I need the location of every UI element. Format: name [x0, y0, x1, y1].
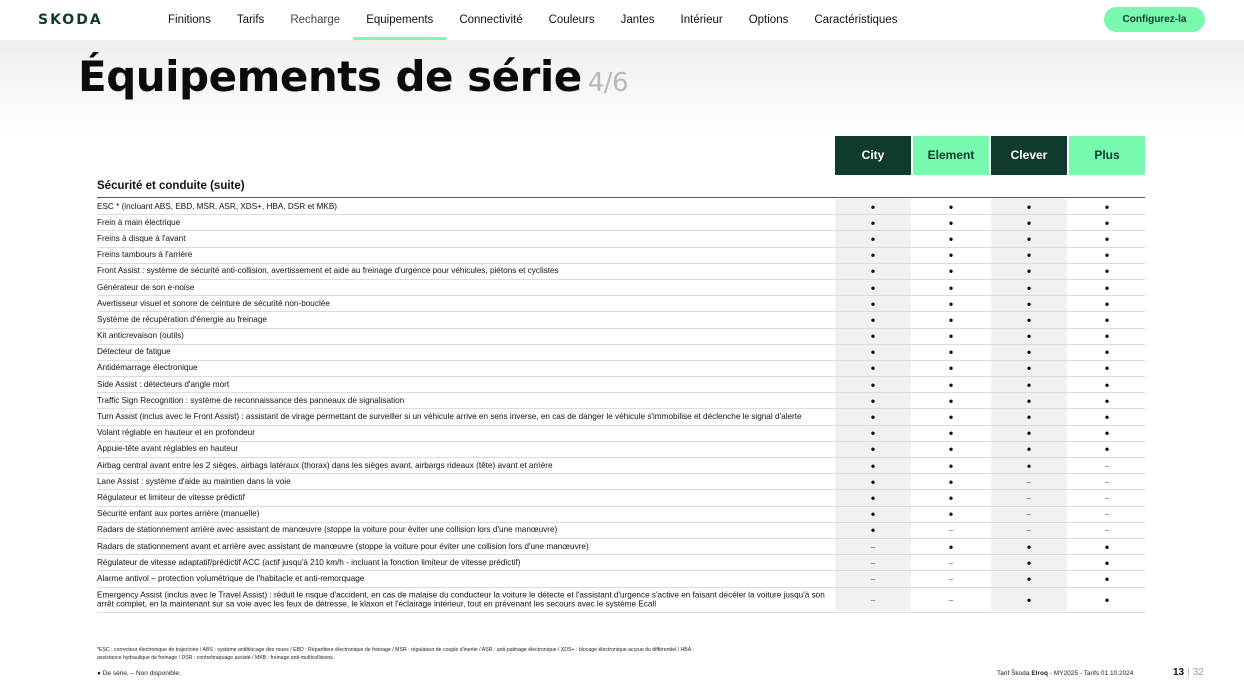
standard-dot: ●	[870, 444, 876, 454]
standard-dot: ●	[948, 461, 954, 471]
standard-dot: ●	[1104, 234, 1110, 244]
configure-button[interactable]: Configurez-la	[1104, 7, 1205, 32]
footer-reference	[997, 670, 1133, 677]
standard-dot: ●	[870, 509, 876, 519]
table-row	[97, 539, 1145, 555]
standard-dot: ●	[1026, 250, 1032, 260]
page-title-text: Équipements de série	[78, 52, 582, 101]
row-label: Antidémarrage électronique	[97, 363, 198, 373]
table-row	[97, 296, 1145, 312]
standard-dot: ●	[1026, 428, 1032, 438]
standard-dot: ●	[870, 347, 876, 357]
standard-dot: ●	[1026, 595, 1032, 604]
nav-item-connectivite[interactable]: Connectivité	[459, 14, 523, 26]
row-label: Kit anticrevaison (outils)	[97, 331, 184, 341]
row-label: Système de récupération d'énergie au freinage	[97, 315, 267, 325]
unavailable-dash: –	[1026, 509, 1032, 519]
footnote: *ESC : correcteur électronique de trajectoire / ABS : système antiblocage des roues / EBD : Répartiteur électronique de freinage / MSR : régulateur de couple d'inertie / ASR : anti-patinage électronique / XDS+ : blocage électronique accrue du différentiel / HBA : assistance hydraulique de freinage / DSR : contrebraquage assisté / MKB : freinage anti-multicollisions.	[97, 647, 694, 661]
table-row	[97, 409, 1145, 425]
table-row	[97, 393, 1145, 409]
row-label: Appuie-tête avant réglables en hauteur	[97, 444, 239, 454]
standard-dot: ●	[948, 218, 954, 228]
standard-dot: ●	[948, 396, 954, 406]
row-label: Side Assist : détecteurs d'angle mort	[97, 379, 230, 389]
standard-dot: ●	[948, 202, 954, 212]
table-row	[97, 361, 1145, 377]
standard-dot: ●	[1104, 428, 1110, 438]
page-number	[1173, 667, 1204, 678]
standard-dot: ●	[870, 283, 876, 293]
nav-item-recharge[interactable]: Recharge	[290, 14, 341, 26]
table-row	[97, 555, 1145, 571]
table-row	[97, 490, 1145, 506]
standard-dot: ●	[948, 493, 954, 503]
unavailable-dash: –	[1104, 525, 1110, 535]
footer-suffix: - MY2025 - Tarifs 01.10.2024	[1047, 670, 1134, 677]
standard-dot: ●	[870, 299, 876, 309]
standard-dot: ●	[870, 461, 876, 471]
table-row	[97, 231, 1145, 247]
standard-dot: ●	[1026, 218, 1032, 228]
table-row	[97, 377, 1145, 393]
standard-dot: ●	[1104, 444, 1110, 454]
standard-dot: ●	[948, 283, 954, 293]
unavailable-dash: –	[1104, 461, 1110, 471]
unavailable-dash: –	[1026, 525, 1032, 535]
standard-dot: ●	[870, 315, 876, 325]
standard-dot: ●	[1026, 574, 1032, 584]
row-label: Générateur de son e-noise	[97, 282, 195, 292]
standard-dot: ●	[1104, 315, 1110, 325]
row-label: Avertisseur visuel et sonore de ceinture de sécurité non-bouclée	[97, 298, 330, 308]
standard-dot: ●	[870, 525, 876, 535]
page-total: 32	[1192, 667, 1204, 678]
column-header-plus: Plus	[1069, 136, 1145, 175]
unavailable-dash: –	[870, 542, 876, 552]
standard-dot: ●	[948, 428, 954, 438]
table-row	[97, 280, 1145, 296]
standard-dot: ●	[870, 396, 876, 406]
standard-dot: ●	[1104, 542, 1110, 552]
table-row	[97, 588, 1145, 613]
table-row	[97, 345, 1145, 361]
standard-dot: ●	[1104, 283, 1110, 293]
row-label: Régulateur et limiteur de vitesse prédictif	[97, 493, 245, 503]
standard-dot: ●	[948, 266, 954, 276]
standard-dot: ●	[1104, 574, 1110, 584]
standard-dot: ●	[948, 380, 954, 390]
standard-dot: ●	[1104, 250, 1110, 260]
row-label: Alarme antivol – protection volumétrique de l'habitacle et anti-remorquage	[97, 574, 365, 584]
standard-dot: ●	[1104, 218, 1110, 228]
nav-item-jantes[interactable]: Jantes	[620, 14, 655, 26]
standard-dot: ●	[1104, 202, 1110, 212]
standard-dot: ●	[870, 266, 876, 276]
unavailable-dash: –	[1026, 477, 1032, 487]
unavailable-dash: –	[948, 525, 954, 535]
table-row	[97, 312, 1145, 328]
standard-dot: ●	[1104, 363, 1110, 373]
standard-dot: ●	[948, 477, 954, 487]
column-header-clever: Clever	[991, 136, 1067, 175]
table-row	[97, 426, 1145, 442]
nav-item-caracteristiques[interactable]: Caractéristiques	[814, 14, 898, 26]
unavailable-dash: –	[1104, 509, 1110, 519]
row-label: Emergency Assist (inclus avec le Travel Assist) : réduit le risque d'accident, en cas de malaise du conducteur la voiture le détecte et l'assistant d'urgence s'active en faisant décéler la voiture jusqu'à son arrêt complet, en la maintenant sur sa voie avec les feux de détresse, le klaxon et l'éclairage intérieur, tout en prévenant les secours avec le système Ecall	[97, 589, 825, 609]
standard-dot: ●	[1104, 558, 1110, 568]
unavailable-dash: –	[948, 558, 954, 568]
standard-dot: ●	[948, 509, 954, 519]
table-row	[97, 264, 1145, 280]
table-row	[97, 474, 1145, 490]
standard-dot: ●	[1026, 558, 1032, 568]
nav-item-options[interactable]: Options	[748, 14, 789, 26]
standard-dot: ●	[1104, 299, 1110, 309]
standard-dot: ●	[1026, 412, 1032, 422]
standard-dot: ●	[1026, 363, 1032, 373]
unavailable-dash: –	[1104, 477, 1110, 487]
standard-dot: ●	[1026, 315, 1032, 325]
table-row	[97, 442, 1145, 458]
standard-dot: ●	[870, 412, 876, 422]
row-label: Front Assist : système de sécurité anti-collision, avertissement et aide au freinage d'urgence pour véhicules, piétons et cyclistes	[97, 266, 559, 276]
unavailable-dash: –	[948, 574, 954, 584]
standard-dot: ●	[948, 444, 954, 454]
section-divider	[97, 197, 1145, 198]
page-title	[78, 52, 628, 101]
standard-dot: ●	[1104, 331, 1110, 341]
nav-item-equipements[interactable]: Equipements	[353, 0, 446, 40]
row-label: ESC * (incluant ABS, EBD, MSR, ASR, XDS+, HBA, DSR et MKB)	[97, 201, 338, 211]
standard-dot: ●	[948, 347, 954, 357]
standard-dot: ●	[948, 234, 954, 244]
standard-dot: ●	[870, 218, 876, 228]
unavailable-dash: –	[1104, 493, 1110, 503]
standard-dot: ●	[948, 412, 954, 422]
row-label: Régulateur de vitesse adaptatif/prédictif ACC (actif jusqu'à 210 km/h - incluant la fonction limiteur de vitesse prédictif)	[97, 557, 521, 567]
standard-dot: ●	[1104, 412, 1110, 422]
footer-model: Elroq	[1031, 670, 1048, 677]
standard-dot: ●	[1026, 283, 1032, 293]
row-label: Freins à disque à l'avant	[97, 234, 186, 244]
standard-dot: ●	[1026, 331, 1032, 341]
section-title: Sécurité et conduite (suite)	[97, 180, 245, 192]
standard-dot: ●	[870, 380, 876, 390]
standard-dot: ●	[948, 363, 954, 373]
standard-dot: ●	[948, 250, 954, 260]
standard-dot: ●	[870, 477, 876, 487]
standard-dot: ●	[1026, 299, 1032, 309]
standard-dot: ●	[948, 331, 954, 341]
standard-dot: ●	[1026, 347, 1032, 357]
row-label: Frein à main électrique	[97, 217, 181, 227]
standard-dot: ●	[1026, 461, 1032, 471]
standard-dot: ●	[948, 315, 954, 325]
row-label: Volant réglable en hauteur et en profondeur	[97, 428, 255, 438]
row-label: Freins tambours à l'arrière	[97, 250, 193, 260]
page-separator: |	[1187, 667, 1190, 678]
standard-dot: ●	[1104, 396, 1110, 406]
standard-dot: ●	[1026, 380, 1032, 390]
unavailable-dash: –	[870, 595, 876, 604]
standard-dot: ●	[1026, 396, 1032, 406]
standard-dot: ●	[1026, 202, 1032, 212]
standard-dot: ●	[870, 331, 876, 341]
top-navigation	[0, 0, 1244, 40]
row-label: Traffic Sign Recognition : système de reconnaissance des panneaux de signalisation	[97, 396, 405, 406]
standard-dot: ●	[1104, 380, 1110, 390]
page-current: 13	[1173, 667, 1185, 678]
standard-dot: ●	[1026, 234, 1032, 244]
standard-dot: ●	[870, 234, 876, 244]
nav-item-interieur[interactable]: Intérieur	[680, 14, 723, 26]
standard-dot: ●	[870, 428, 876, 438]
unavailable-dash: –	[948, 595, 954, 604]
row-label: Radars de stationnement avant et arrière avec assistant de manœuvre (stoppe la voiture pour éviter une collision lors d'une manœuvre)	[97, 541, 589, 551]
standard-dot: ●	[870, 493, 876, 503]
table-row	[97, 571, 1145, 587]
standard-dot: ●	[870, 250, 876, 260]
standard-dot: ●	[948, 299, 954, 309]
standard-dot: ●	[1104, 347, 1110, 357]
unavailable-dash: –	[1026, 493, 1032, 503]
table-row	[97, 199, 1145, 215]
standard-dot: ●	[1026, 444, 1032, 454]
nav-item-couleurs[interactable]: Couleurs	[548, 14, 595, 26]
row-label: Détecteur de fatigue	[97, 347, 171, 357]
row-label: Radars de stationnement arrière avec assistant de manœuvre (stoppe la voiture pour éviter une collision lors d'une manœuvre)	[97, 525, 558, 535]
main-nav	[155, 0, 910, 40]
nav-item-tarifs[interactable]: Tarifs	[236, 14, 265, 26]
footer-prefix: Tarif Škoda	[997, 670, 1032, 677]
legend: ● De série, – Non disponible.	[97, 670, 181, 677]
standard-dot: ●	[948, 542, 954, 552]
nav-item-finitions[interactable]: Finitions	[168, 14, 211, 26]
standard-dot: ●	[870, 363, 876, 373]
brand-logo[interactable]: SKODA	[38, 12, 103, 28]
row-label: Turn Assist (inclus avec le Front Assist) : assistant de virage permettant de surveiller si un véhicule arrive en sens inverse, en cas de danger le véhicule s'immobilise et déclenche le signal d'alerte	[97, 412, 802, 422]
unavailable-dash: –	[870, 558, 876, 568]
table-row	[97, 523, 1145, 539]
unavailable-dash: –	[870, 574, 876, 584]
column-header-element: Element	[913, 136, 989, 175]
standard-dot: ●	[1104, 266, 1110, 276]
row-label: Lane Assist : système d'aide au maintien dans la voie	[97, 476, 291, 486]
table-row	[97, 329, 1145, 345]
equipment-table	[97, 199, 1145, 613]
page-indicator: 4/6	[587, 68, 629, 98]
standard-dot: ●	[1026, 542, 1032, 552]
standard-dot: ●	[1104, 595, 1110, 604]
table-row	[97, 458, 1145, 474]
table-row	[97, 248, 1145, 264]
standard-dot: ●	[870, 202, 876, 212]
column-header-city: City	[835, 136, 911, 175]
standard-dot: ●	[1026, 266, 1032, 276]
table-row	[97, 215, 1145, 231]
table-row	[97, 507, 1145, 523]
row-label: Airbag central avant entre les 2 sièges, airbags latéraux (thorax) dans les sièges avant, airbargs rideaux (tête) avant et arrière	[97, 460, 553, 470]
row-label: Sécurité enfant aux portes arrière (manuelle)	[97, 509, 260, 519]
